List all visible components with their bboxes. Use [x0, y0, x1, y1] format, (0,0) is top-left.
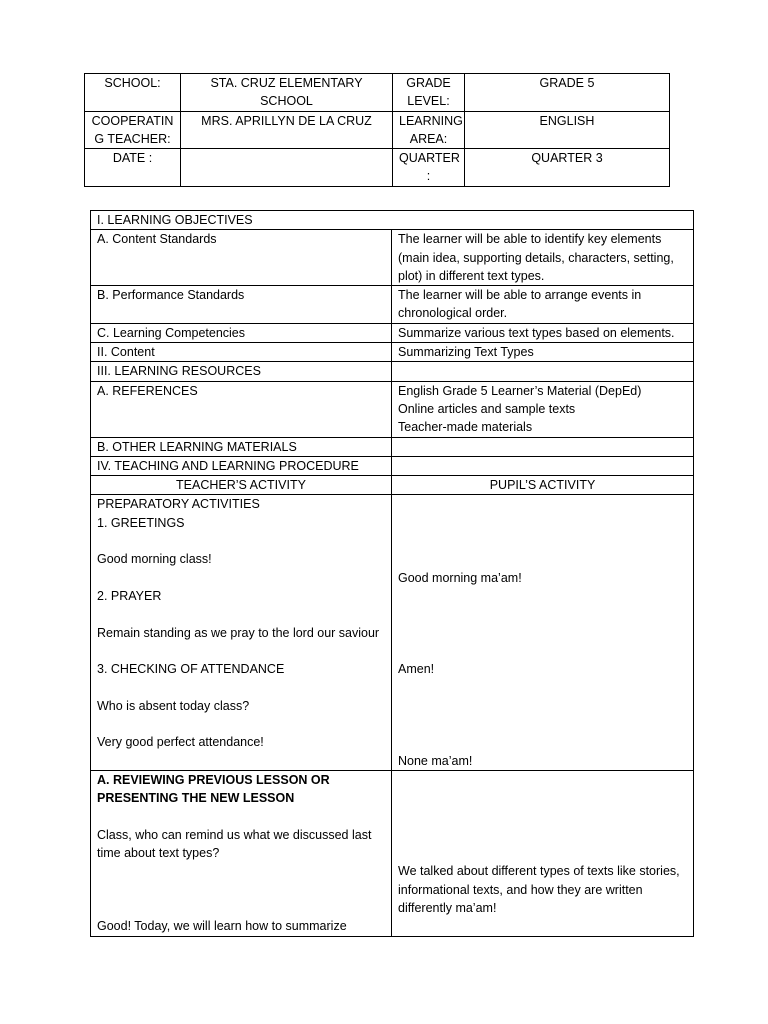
- other-materials-row: [91, 437, 694, 456]
- quarter-value: QUARTER 3: [465, 149, 670, 187]
- content-value: Summarizing Text Types: [392, 343, 694, 362]
- procedure-empty: [392, 456, 694, 475]
- content-label: II. Content: [91, 343, 392, 362]
- content-standards-value: The learner will be able to identify key elements (main idea, supporting details, characters, setting, plot) in different text types.: [392, 230, 694, 286]
- review-pupil-activity: We talked about different types of texts like stories, informational texts, and how they are written differently ma’am!: [392, 770, 694, 936]
- teacher-activity-heading: TEACHER’S ACTIVITY: [91, 476, 392, 495]
- competencies-value: Summarize various text types based on elements.: [392, 323, 694, 342]
- objectives-heading: I. LEARNING OBJECTIVES: [91, 211, 694, 230]
- content-standards-label: A. Content Standards: [91, 230, 392, 286]
- lesson-plan-table: [90, 210, 694, 937]
- pupil-activity-heading: PUPIL’S ACTIVITY: [392, 476, 694, 495]
- cooperating-teacher-label: COOPERATIN G TEACHER:: [85, 111, 181, 149]
- review-lesson-row: [91, 770, 694, 936]
- quarter-label: QUARTER :: [393, 149, 465, 187]
- school-value: STA. CRUZ ELEMENTARY SCHOOL: [181, 74, 393, 112]
- preparatory-activities-row: [91, 495, 694, 770]
- procedure-heading: IV. TEACHING AND LEARNING PROCEDURE: [91, 456, 392, 475]
- preparatory-teacher-activity: PREPARATORY ACTIVITIES 1. GREETINGS Good morning class! 2. PRAYER Remain standing as we pray to the lord our saviour 3. CHECKING OF ATTENDANCE Who is absent today class? Very good perfect attendance!: [91, 495, 392, 770]
- performance-standards-row: [91, 286, 694, 324]
- header-row-teacher: [85, 111, 670, 149]
- resources-heading: III. LEARNING RESOURCES: [91, 362, 392, 381]
- procedure-row: [91, 456, 694, 475]
- header-info-table: [84, 73, 670, 187]
- school-label: SCHOOL:: [85, 74, 181, 112]
- review-teacher-activity: Class, who can remind us what we discussed last time about text types? Good! Today, we will learn how to summarize: [97, 827, 372, 934]
- review-teacher-cell: [91, 770, 392, 936]
- objectives-row: [91, 211, 694, 230]
- cooperating-teacher-value: MRS. APRILLYN DE LA CRUZ: [181, 111, 393, 149]
- date-value: [181, 149, 393, 187]
- content-row: [91, 343, 694, 362]
- content-standards-row: [91, 230, 694, 286]
- learning-area-label: LEARNING AREA:: [393, 111, 465, 149]
- competencies-row: [91, 323, 694, 342]
- competencies-label: C. Learning Competencies: [91, 323, 392, 342]
- header-row-school: [85, 74, 670, 112]
- grade-level-label: GRADE LEVEL:: [393, 74, 465, 112]
- preparatory-pupil-activity: Good morning ma’am! Amen! None ma’am!: [392, 495, 694, 770]
- references-label: A. REFERENCES: [91, 381, 392, 437]
- activity-headings-row: [91, 476, 694, 495]
- performance-standards-label: B. Performance Standards: [91, 286, 392, 324]
- header-row-date: [85, 149, 670, 187]
- review-heading: A. REVIEWING PREVIOUS LESSON OR PRESENTING THE NEW LESSON: [97, 772, 330, 806]
- other-materials-empty: [392, 437, 694, 456]
- learning-area-value: ENGLISH: [465, 111, 670, 149]
- date-label: DATE :: [85, 149, 181, 187]
- other-materials-label: B. OTHER LEARNING MATERIALS: [91, 437, 392, 456]
- resources-empty: [392, 362, 694, 381]
- references-row: [91, 381, 694, 437]
- grade-level-value: GRADE 5: [465, 74, 670, 112]
- references-value: English Grade 5 Learner’s Material (DepEd) Online articles and sample texts Teacher-made materials: [392, 381, 694, 437]
- resources-row: [91, 362, 694, 381]
- performance-standards-value: The learner will be able to arrange events in chronological order.: [392, 286, 694, 324]
